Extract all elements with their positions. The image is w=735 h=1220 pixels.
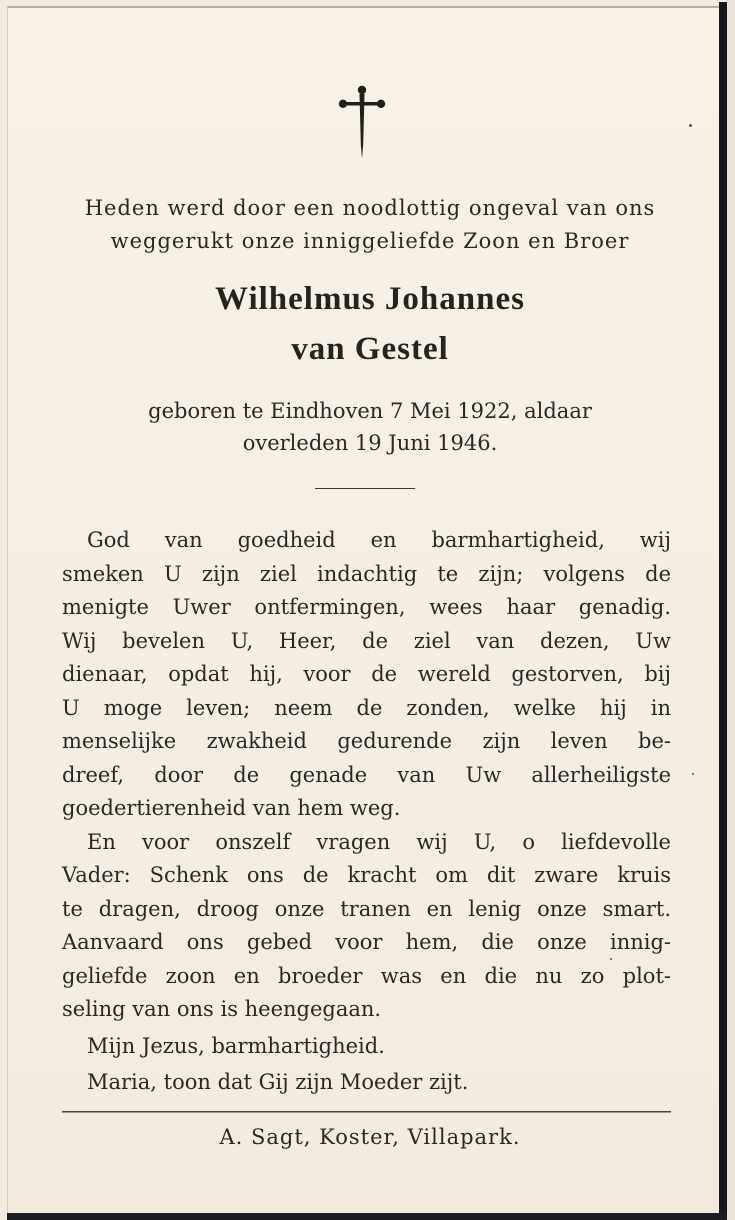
prayer-line: En voor onszelf vragen wij U, o liefdevolle [87,829,671,854]
prayer-line: dienaar, opdat hij, voor de wereld gestorven, bij [62,662,671,686]
birth-line: geboren te Eindhoven 7 Mei 1922, aldaar [148,399,592,423]
prayer-line: U moge leven; neem de zonden, welke hij in [62,695,671,720]
paper-speck [610,958,612,960]
page-margin [727,0,735,1220]
mourning-border-bottom [7,1213,727,1220]
prayer-line: dreef, door de genade van Uw allerheiligste [62,762,671,787]
prayer-line: menigte Uwer ontfermingen, wees haar genadig. [62,595,671,619]
prayer-line: Wij bevelen U, Heer, de ziel van dezen, Uw [62,628,671,653]
printer-credit: A. Sagt, Koster, Villapark. [219,1125,521,1149]
intro-line-1: Heden werd door een noodlottig ongeval van ons [84,196,656,220]
paper-speck [692,773,694,775]
prayer-line: smeken U zijn ziel indachtig te zijn; volgens de [62,561,671,586]
prayer-line: goedertierenheid van hem weg. [62,796,401,820]
prayer-line: geliefde zoon en broeder was en die nu zo plot- [62,963,671,988]
invocation-jezus: Mijn Jezus, barmhartigheid. [87,1033,385,1058]
mourning-border-right [719,2,727,1220]
deceased-name-family: van Gestel [291,331,449,367]
prayer-line: Vader: Schenk ons de kracht om dit zware kruis [62,863,671,887]
intro-line-2: weggerukt onze inniggeliefde Zoon en Broer [110,229,630,253]
death-line: overleden 19 Juni 1946. [242,431,498,455]
cross-icon [338,84,386,162]
prayer-line: menselijke zwakheid gedurende zijn leven be- [62,729,671,753]
invocation-maria: Maria, toon dat Gij zijn Moeder zijt. [87,1070,469,1094]
paper-speck [689,124,692,127]
prayer-text [62,524,671,1100]
prayer-line: Aanvaard ons gebed voor hem, die onze innig- [62,930,671,954]
prayer-line: God van goedheid en barmhartigheid, wij [87,528,671,552]
divider-short [315,488,415,489]
deceased-name-given: Wilhelmus Johannes [215,281,525,317]
prayer-line: te dragen, droog onze tranen en lenig onze smart. [62,896,671,921]
divider-long [62,1111,671,1113]
prayer-line: seling van ons is heengegaan. [62,997,382,1021]
